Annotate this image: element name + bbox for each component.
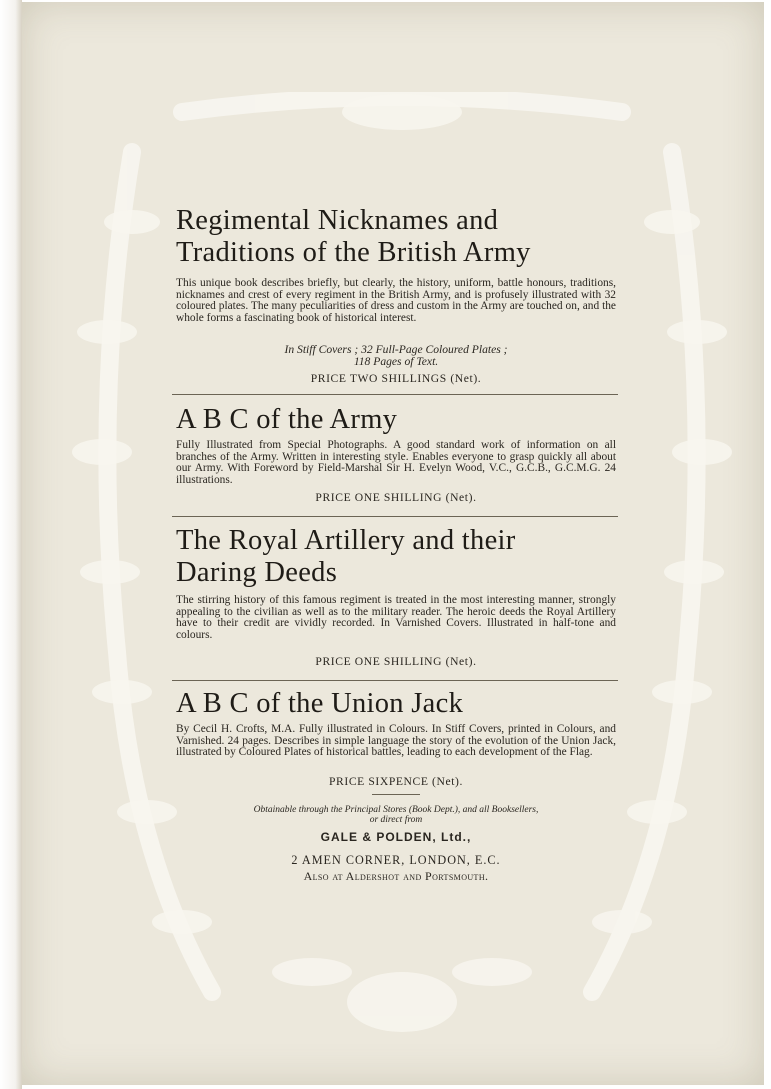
- book-3-description: The stirring history of this famous regiment is treated in the most interesting manner, strongly appealing to the civilian as well as to the military reader. The heroic deeds the Royal Artillery have to their credit are vividly recorded. In Varnished Covers. Illustrated in half-tone and colours.: [176, 594, 616, 641]
- book-1-price: PRICE TWO SHILLINGS (Net).: [310, 372, 482, 385]
- book-3-title: [176, 525, 616, 589]
- book-back-cover: [22, 2, 764, 1085]
- book-4-title: A B C of the Union Jack: [176, 688, 464, 719]
- book-1-title-line2: Traditions of the British Army: [176, 237, 531, 268]
- book-1-details-line2: 118 Pages of Text.: [353, 355, 439, 368]
- divider-2: [172, 516, 618, 517]
- also-at-locations: Also at Aldershot and Portsmouth.: [303, 869, 489, 883]
- book-3-title-line1: The Royal Artillery and their: [176, 525, 516, 556]
- book-1-details: [176, 344, 616, 368]
- book-2-price: PRICE ONE SHILLING (Net).: [315, 491, 477, 504]
- book-3-price: PRICE ONE SHILLING (Net).: [315, 655, 477, 668]
- obtainable-line2: or direct from: [369, 815, 423, 825]
- book-2-title: A B C of the Army: [176, 404, 398, 435]
- book-2-description: Fully Illustrated from Special Photographs. A good standard work of information on all branches of the Army. Written in interesting style. Enables everyone to grasp quickly all about our Army. With Foreword by Field-Marshal Sir H. Evelyn Wood, V.C., G.C.B., G.C.M.G. 24 illustrations.: [176, 439, 616, 486]
- page-left-edge: [0, 0, 22, 1089]
- obtainable-note: [176, 805, 616, 825]
- obtainable-line1: Obtainable through the Principal Stores (Book Dept.), and all Booksellers,: [253, 805, 539, 815]
- divider-1: [172, 394, 618, 395]
- publisher-address: 2 AMEN CORNER, LONDON, E.C.: [291, 853, 501, 867]
- divider-3: [172, 680, 618, 681]
- book-1-title: [176, 205, 616, 269]
- short-divider: [372, 794, 420, 795]
- book-3-title-line2: Daring Deeds: [176, 557, 338, 588]
- book-1-details-line1: In Stiff Covers ; 32 Full-Page Coloured Plates ;: [284, 343, 508, 356]
- book-1-title-line1: Regimental Nicknames and: [176, 205, 499, 236]
- book-4-price: PRICE SIXPENCE (Net).: [328, 775, 463, 788]
- book-4-description: By Cecil H. Crofts, M.A. Fully illustrated in Colours. In Stiff Covers, printed in Colours, and Varnished. 24 pages. Describes in simple language the story of the evolution of the Union Jack, illustrated by Coloured Plates of historical battles, leading to each development of the Flag.: [176, 723, 616, 759]
- book-1-description: This unique book describes briefly, but clearly, the history, uniform, battle honours, traditions, nicknames and crest of every regiment in the British Army, and is profusely illustrated with 32 coloured plates. The many peculiarities of dress and custom in the Army are touched on, and the whole forms a fascinating book of historical interest.: [176, 277, 616, 324]
- publisher-name: GALE & POLDEN, Ltd.,: [320, 830, 472, 844]
